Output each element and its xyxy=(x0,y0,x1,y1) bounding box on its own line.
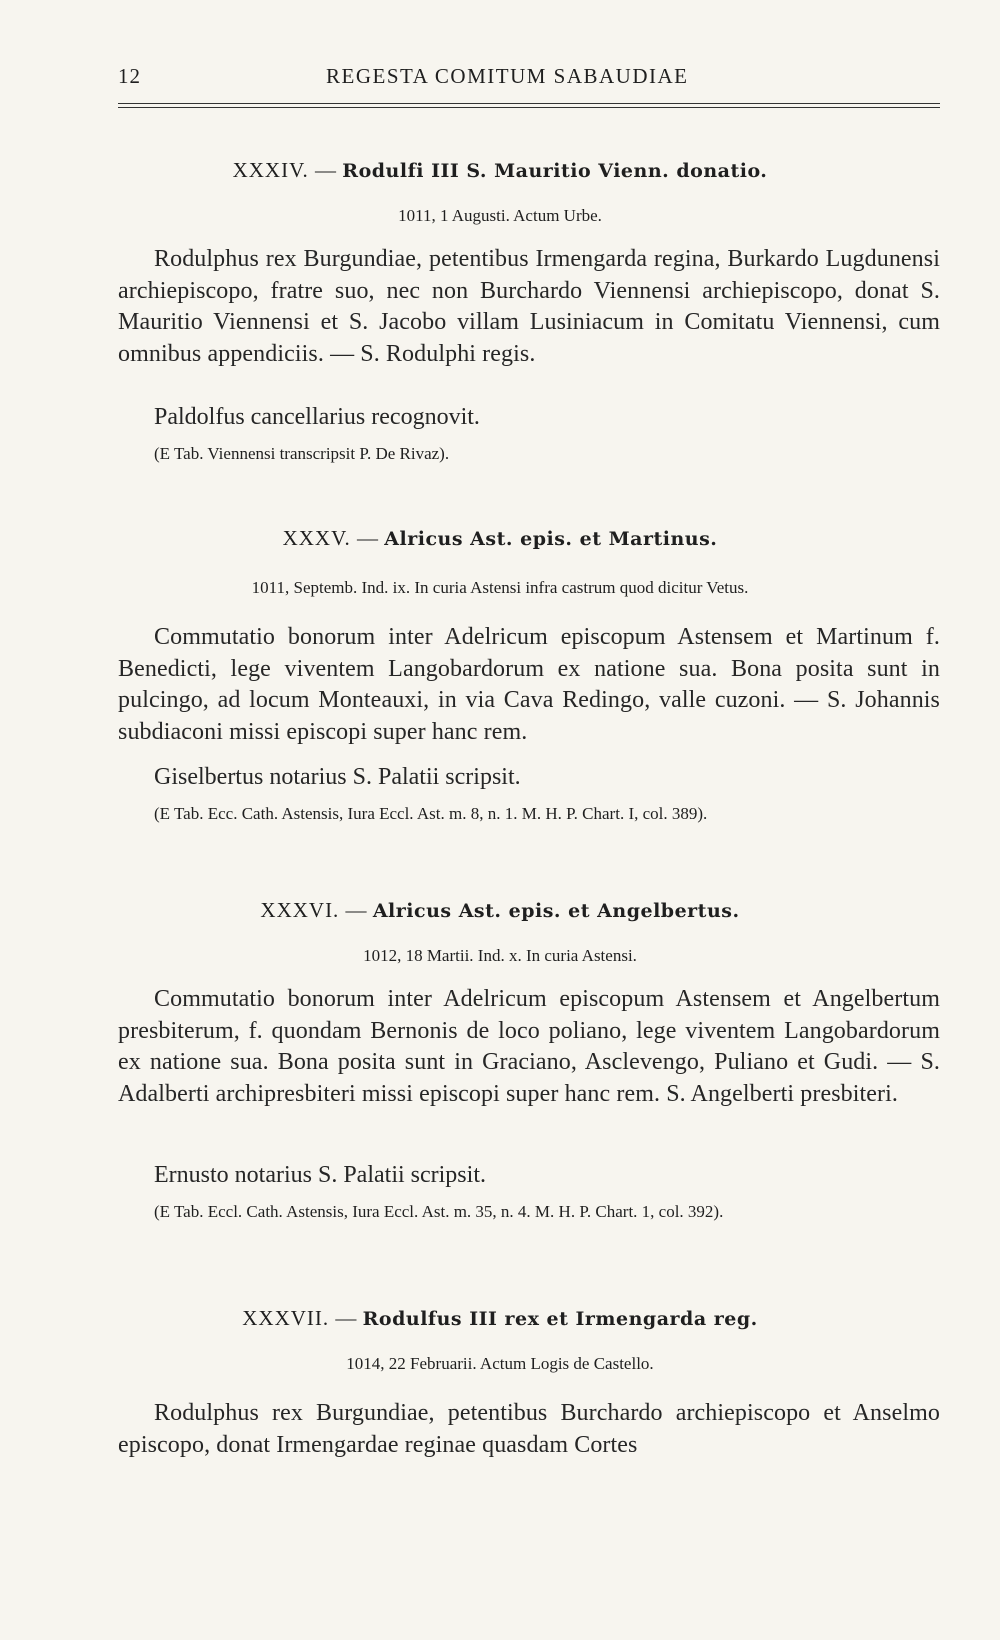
entry-body xyxy=(118,1398,940,1461)
entry-title: Alricus Ast. epis. et Angelbertus. xyxy=(372,900,740,922)
entry-heading xyxy=(0,898,1000,923)
header-rule xyxy=(118,103,940,104)
entry-title: Rodulfus III rex et Irmengarda reg. xyxy=(362,1308,758,1330)
entry-number: XXXIV. — xyxy=(232,158,338,182)
entry-text: Commutatio bonorum inter Adelricum episcopum Astensem et Angelbertum presbiterum, f. quondam Bernonis de loco poliano, lege viventem Langobardorum ex natione sua. Bona posita sunt in Graciano, Asclevengo, Puliano et Gudi. — S. Adalberti archipresbiteri missi episcopi super hanc rem. S. Angelberti presbiteri. xyxy=(118,986,940,1107)
entry-signature: Giselbertus notarius S. Palatii scripsit. xyxy=(154,764,521,790)
entry-signature: Paldolfus cancellarius recognovit. xyxy=(154,404,480,430)
entry-text: Rodulphus rex Burgundiae, petentibus Burchardo archiepiscopo et Anselmo episcopo, donat Irmengardae reginae quasdam Cortes xyxy=(118,1400,940,1458)
entry-source xyxy=(118,800,940,827)
entry-source xyxy=(118,1198,940,1225)
entry-title: Alricus Ast. epis. et Martinus. xyxy=(384,528,718,550)
entry-number: XXXVII. — xyxy=(242,1306,358,1330)
entry-dateline: 1011, 1 Augusti. Actum Urbe. xyxy=(398,206,602,225)
entry-number: XXXVI. — xyxy=(260,898,368,922)
entry-text: Rodulphus rex Burgundiae, petentibus Irmengarda regina, Burkardo Lugdunensi archiepiscopo, fratre suo, nec non Burchardo Viennensi archiepiscopo, donat S. Mauritio Viennensi et S. Jacobo villam Lusiniacum in Comitatu Viennensi, cum omnibus appendiciis. — S. Rodulphi regis. xyxy=(118,246,940,367)
entry-source-text: (E Tab. Ecc. Cath. Astensis, Iura Eccl. Ast. m. 8, n. 1. M. H. P. Chart. I, col. 389). xyxy=(154,804,708,823)
running-title: REGESTA COMITUM SABAUDIAE xyxy=(326,64,689,88)
entry-heading xyxy=(0,158,1000,183)
entry-dateline: 1012, 18 Martii. Ind. x. In curia Astensi. xyxy=(363,946,637,965)
page-header xyxy=(118,64,940,94)
entry-source-text: (E Tab. Eccl. Cath. Astensis, Iura Eccl. Ast. m. 35, n. 4. M. H. P. Chart. 1, col. 392). xyxy=(154,1202,724,1221)
header-rule-thin xyxy=(118,107,940,108)
entry-body xyxy=(118,984,940,1110)
entry-heading xyxy=(0,526,1000,551)
entry-body xyxy=(118,244,940,370)
entry-dateline: 1014, 22 Februarii. Actum Logis de Castello. xyxy=(346,1354,654,1373)
entry-heading xyxy=(0,1306,1000,1331)
entry-title: Rodulfi III S. Mauritio Vienn. donatio. xyxy=(342,160,768,182)
entry-source-text: (E Tab. Viennensi transcripsit P. De Rivaz). xyxy=(154,444,450,463)
entry-text: Commutatio bonorum inter Adelricum episcopum Astensem et Martinum f. Benedicti, lege viventem Langobardorum ex natione sua. Bona posita sunt in pulcingo, ad locum Monteauxi, in via Cava Redingo, valle cuzoni. — S. Johannis subdiaconi missi episcopi super hanc rem. xyxy=(118,624,940,745)
page-number: 12 xyxy=(118,64,141,88)
entry-number: XXXV. — xyxy=(282,526,380,550)
entry-signature: Ernusto notarius S. Palatii scripsit. xyxy=(154,1162,486,1188)
entry-source xyxy=(118,440,940,467)
entry-dateline: 1011, Septemb. Ind. ix. In curia Astensi infra castrum quod dicitur Vetus. xyxy=(251,578,749,597)
entry-body xyxy=(118,622,940,748)
